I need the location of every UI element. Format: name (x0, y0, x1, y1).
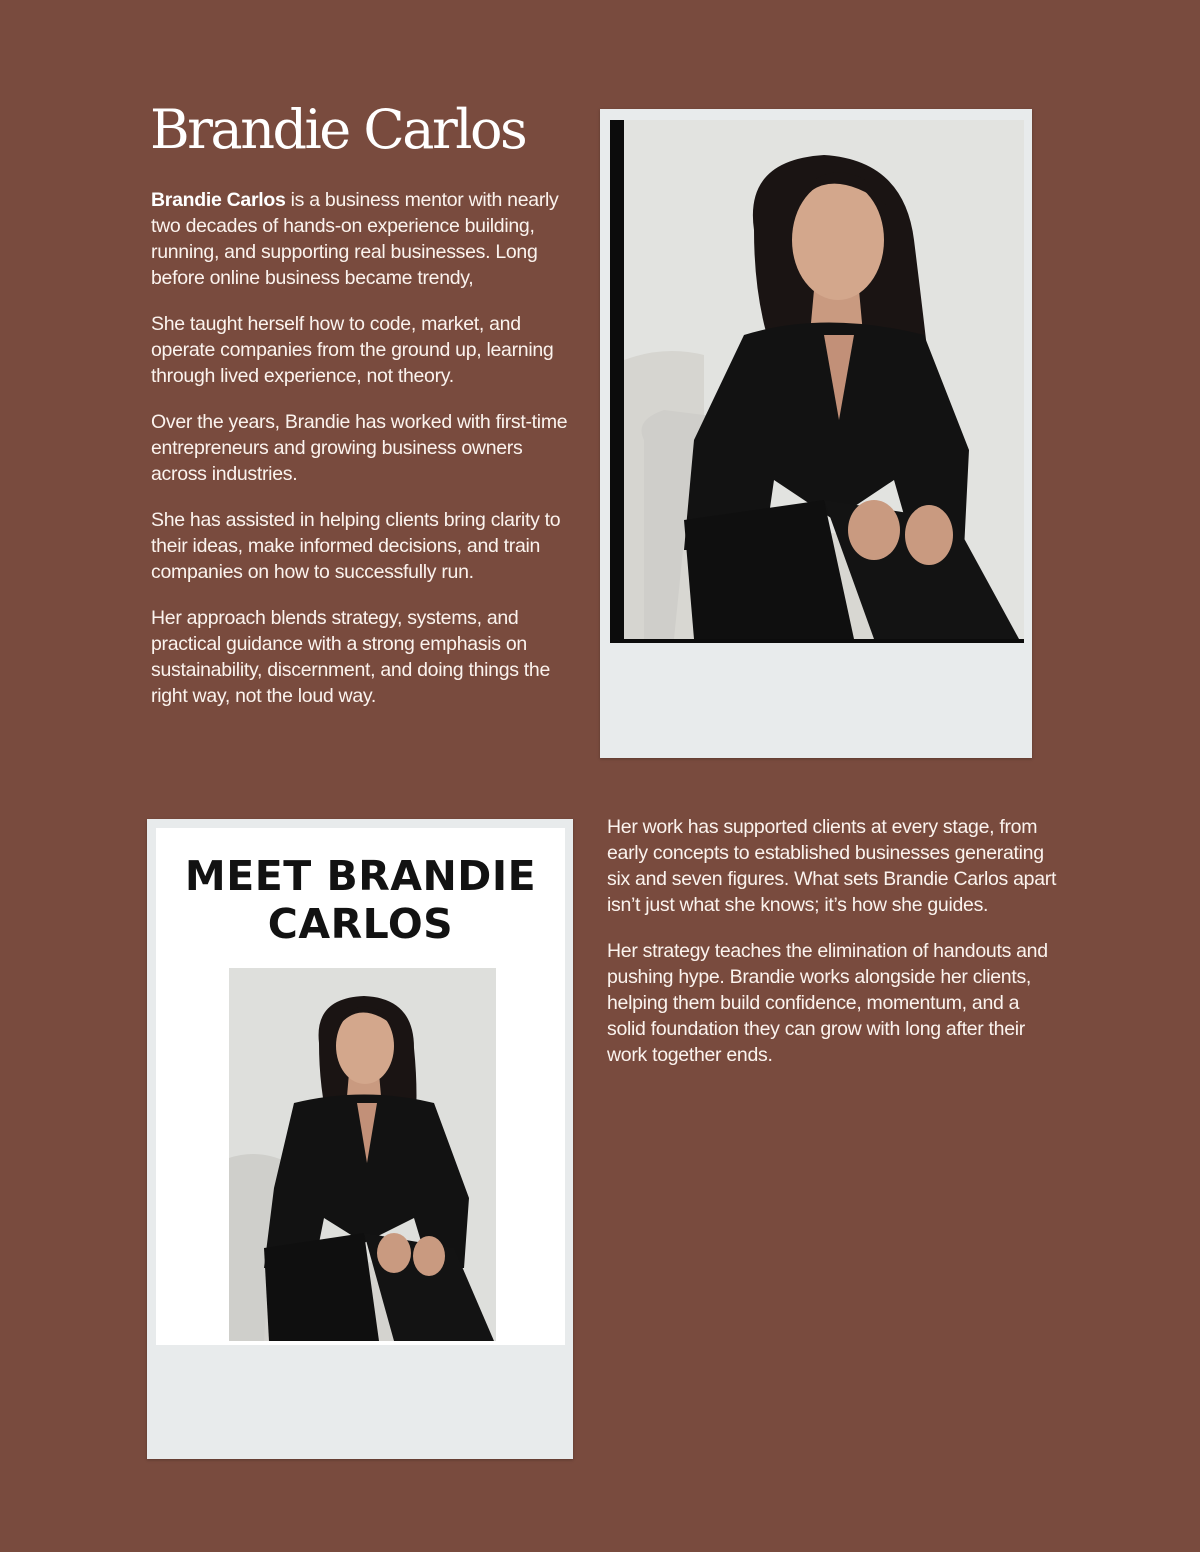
bio-column-right (607, 814, 1057, 1088)
card-heading-line2: CARLOS (267, 900, 454, 948)
card-portrait-photo (229, 968, 496, 1341)
bio-paragraph: She taught herself how to code, market, and operate companies from the ground up, learning through lived experience, not theory. (151, 313, 554, 387)
intro-paragraph (151, 187, 581, 291)
bio-paragraph: Over the years, Brandie has worked with first-time entrepreneurs and growing business owners across industries. (151, 411, 568, 485)
portrait-illustration (624, 120, 1024, 639)
bio-column-left (151, 187, 581, 729)
photo-frame (610, 120, 1024, 643)
polaroid-card-bottom (147, 819, 573, 1459)
bio-paragraph: Her work has supported clients at every stage, from early concepts to established businesses generating six and seven figures. What sets Brandie Carlos apart isn’t just what she knows; it’s how she guides. (607, 816, 1057, 916)
intro-text: is a business mentor with nearly two decades of hands-on experience building, running, and supporting real businesses. Long before online business became trendy, (151, 189, 559, 289)
bio-paragraph: Her approach blends strategy, systems, and practical guidance with a strong emphasis on sustainability, discernment, and doing things the right way, not the loud way. (151, 607, 551, 707)
portrait-photo (624, 120, 1024, 639)
meet-card (156, 828, 565, 1345)
card-heading (156, 852, 565, 948)
page-title: Brandie Carlos (150, 98, 526, 161)
bio-paragraph: She has assisted in helping clients bring clarity to their ideas, make informed decisions, and train companies on how to successfully run. (151, 509, 561, 583)
polaroid-portrait-top (600, 109, 1032, 758)
intro-name: Brandie Carlos (151, 189, 286, 211)
card-heading-line1: MEET BRANDIE (184, 852, 537, 900)
card-portrait-illustration (229, 968, 496, 1341)
bio-paragraph: Her strategy teaches the elimination of handouts and pushing hype. Brandie works alongside her clients, helping them build confidence, momentum, and a solid foundation they can grow with long after their work together ends. (607, 940, 1048, 1066)
